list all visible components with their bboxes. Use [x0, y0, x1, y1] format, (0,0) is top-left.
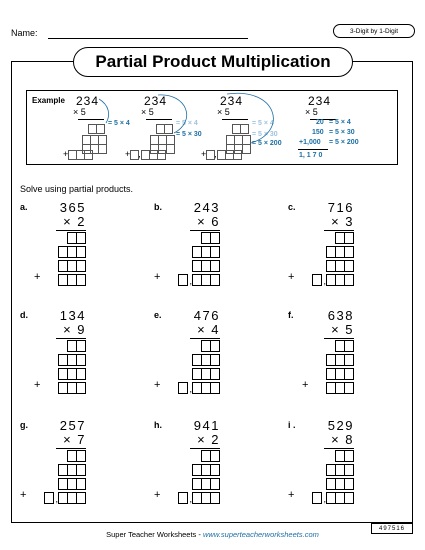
- problem-multiplier: × 7: [63, 432, 86, 447]
- example-result: 1, 1 7 0: [299, 152, 323, 159]
- problem-9: [288, 418, 408, 528]
- problem-rule: [56, 338, 86, 339]
- partial-row-1: [202, 450, 220, 462]
- problem-multiplier: × 2: [63, 214, 86, 229]
- example-step3-mult: × 5: [217, 107, 230, 117]
- answer-box[interactable]: [344, 478, 354, 490]
- answer-box[interactable]: [210, 260, 220, 272]
- comma: ,: [189, 384, 192, 394]
- example-step4-eq2: = 5 × 30: [329, 129, 355, 136]
- problem-3: [288, 200, 408, 310]
- answer-box[interactable]: [344, 382, 354, 394]
- partial-row-2: [193, 354, 220, 366]
- problem-multiplier: × 3: [331, 214, 354, 229]
- example-step4-eq1: = 5 × 4: [329, 119, 351, 126]
- problem-4: [20, 308, 140, 418]
- partial-row-2: [327, 246, 354, 258]
- partial-row-1: [336, 340, 354, 352]
- name-label: Name:: [11, 28, 38, 38]
- answer-box[interactable]: [76, 274, 86, 286]
- example-step1-top: 234: [76, 94, 100, 108]
- answer-box[interactable]: [76, 478, 86, 490]
- problem-rule: [324, 338, 354, 339]
- problem-7: [20, 418, 140, 528]
- answer-box[interactable]: [344, 232, 354, 244]
- answer-box[interactable]: [210, 382, 220, 394]
- problem-rule: [56, 448, 86, 449]
- partial-row-2: [59, 354, 86, 366]
- comma: ,: [55, 494, 58, 504]
- answer-box[interactable]: [344, 260, 354, 272]
- page-title: Partial Product Multiplication: [73, 47, 353, 77]
- sum-row: [59, 382, 86, 394]
- answer-box[interactable]: [76, 232, 86, 244]
- example-box: Example 234 × 5 = 5 × 4 + 234 × 5 = 5 × 4 = 5 × 30 + , 234 × 5 = 5 × 4 = 5 × 30 = 5 × 200 + , 234 × 5 20 = 5 × 4 150 = 5 × 30 +1,000 = 5 × 200 1, 1 7 0: [26, 90, 398, 165]
- problem-rule: [324, 230, 354, 231]
- example-step3-eq1: = 5 × 4: [252, 120, 274, 127]
- problem-label: i .: [288, 420, 296, 430]
- answer-box[interactable]: [76, 492, 86, 504]
- problem-top-number: 476: [193, 308, 220, 323]
- answer-box[interactable]: [210, 492, 220, 504]
- problem-multiplier: × 6: [197, 214, 220, 229]
- partial-row-1: [202, 232, 220, 244]
- footer-url[interactable]: www.superteacherworksheets.com: [202, 530, 319, 539]
- answer-box[interactable]: [178, 492, 188, 504]
- partial-row-3: [327, 478, 354, 490]
- answer-box[interactable]: [76, 450, 86, 462]
- partial-row-1: [336, 232, 354, 244]
- plus-sign: +: [288, 489, 295, 501]
- plus-sign: +: [20, 489, 27, 501]
- sum-row: [313, 492, 354, 504]
- problem-rule: [190, 448, 220, 449]
- partial-row-1: [68, 232, 86, 244]
- problem-top-number: 257: [59, 418, 86, 433]
- partial-row-3: [327, 368, 354, 380]
- partial-row-3: [59, 260, 86, 272]
- answer-box[interactable]: [76, 382, 86, 394]
- answer-box[interactable]: [76, 464, 86, 476]
- example-step4-top: 234: [308, 94, 332, 108]
- problem-rule: [190, 338, 220, 339]
- example-step3-eq2: = 5 × 30: [252, 131, 278, 138]
- example-step1-eq: = 5 × 4: [108, 120, 130, 127]
- answer-box[interactable]: [76, 368, 86, 380]
- answer-box[interactable]: [344, 464, 354, 476]
- problem-6: [288, 308, 408, 418]
- problem-top-number: 529: [327, 418, 354, 433]
- answer-box[interactable]: [344, 274, 354, 286]
- problem-label: e.: [154, 310, 162, 320]
- answer-box[interactable]: [312, 492, 322, 504]
- example-step4-eq3: = 5 × 200: [329, 139, 359, 146]
- answer-box[interactable]: [344, 354, 354, 366]
- problem-top-number: 134: [59, 308, 86, 323]
- partial-row-3: [327, 260, 354, 272]
- problem-multiplier: × 5: [331, 322, 354, 337]
- problem-label: c.: [288, 202, 296, 212]
- problem-8: [154, 418, 274, 528]
- footer-brand: Super Teacher Worksheets -: [106, 530, 203, 539]
- answer-box[interactable]: [344, 492, 354, 504]
- comma: ,: [189, 494, 192, 504]
- sum-row: [313, 274, 354, 286]
- answer-box[interactable]: [76, 246, 86, 258]
- example-step2-mult: × 5: [141, 107, 154, 117]
- plus-sign: +: [302, 379, 309, 391]
- answer-box[interactable]: [210, 464, 220, 476]
- partial-row-3: [193, 260, 220, 272]
- example-step3-top: 234: [220, 94, 244, 108]
- example-label: Example: [32, 96, 65, 105]
- partial-row-2: [59, 246, 86, 258]
- answer-box[interactable]: [76, 354, 86, 366]
- comma: ,: [323, 276, 326, 286]
- problem-multiplier: × 8: [331, 432, 354, 447]
- partial-row-3: [59, 478, 86, 490]
- answer-box[interactable]: [76, 260, 86, 272]
- sum-row: [179, 492, 220, 504]
- problem-2: [154, 200, 274, 310]
- instructions: Solve using partial products.: [20, 184, 134, 194]
- sum-row: [327, 382, 354, 394]
- problem-top-number: 365: [59, 200, 86, 215]
- problem-top-number: 716: [327, 200, 354, 215]
- worksheet-code: 497516: [371, 523, 413, 534]
- answer-box[interactable]: [344, 246, 354, 258]
- problem-label: b.: [154, 202, 162, 212]
- plus-sign: +: [288, 271, 295, 283]
- partial-row-3: [193, 368, 220, 380]
- example-p3a: 1: [303, 139, 307, 146]
- answer-box[interactable]: [210, 274, 220, 286]
- plus-sign: +: [154, 379, 161, 391]
- partial-row-2: [327, 464, 354, 476]
- plus-sign: +: [154, 489, 161, 501]
- problem-label: a.: [20, 202, 28, 212]
- example-step4-mult: × 5: [305, 107, 318, 117]
- partial-row-1: [202, 340, 220, 352]
- example-p2: 150: [312, 129, 324, 136]
- example-step1-mult: × 5: [73, 107, 86, 117]
- comma: ,: [189, 276, 192, 286]
- problem-top-number: 638: [327, 308, 354, 323]
- problem-rule: [324, 448, 354, 449]
- partial-row-1: [68, 450, 86, 462]
- problem-multiplier: × 4: [197, 322, 220, 337]
- answer-box[interactable]: [210, 368, 220, 380]
- example-step3-eq3: = 5 × 200: [252, 140, 282, 147]
- problem-rule: [190, 230, 220, 231]
- problem-top-number: 941: [193, 418, 220, 433]
- partial-row-1: [68, 340, 86, 352]
- problem-multiplier: × 2: [197, 432, 220, 447]
- comma: ,: [323, 494, 326, 504]
- answer-box[interactable]: [210, 354, 220, 366]
- answer-box[interactable]: [210, 340, 220, 352]
- problem-1: [20, 200, 140, 310]
- example-step2-eq1: = 5 × 4: [176, 120, 198, 127]
- answer-box[interactable]: [44, 492, 54, 504]
- answer-box[interactable]: [344, 450, 354, 462]
- answer-box[interactable]: [210, 450, 220, 462]
- problem-multiplier: × 9: [63, 322, 86, 337]
- example-arrows: [27, 91, 397, 164]
- problem-rule: [56, 230, 86, 231]
- partial-row-2: [327, 354, 354, 366]
- partial-row-2: [193, 246, 220, 258]
- answer-box[interactable]: [178, 274, 188, 286]
- sum-row: [179, 382, 220, 394]
- problem-label: h.: [154, 420, 162, 430]
- plus-sign: +: [34, 271, 41, 283]
- name-line[interactable]: [48, 38, 248, 39]
- partial-row-1: [336, 450, 354, 462]
- answer-box[interactable]: [344, 340, 354, 352]
- answer-box[interactable]: [210, 478, 220, 490]
- partial-row-3: [193, 478, 220, 490]
- answer-box[interactable]: [76, 340, 86, 352]
- footer: [0, 530, 425, 539]
- plus-sign: +: [34, 379, 41, 391]
- answer-box[interactable]: [178, 382, 188, 394]
- grade-tag: 3-Digit by 1-Digit: [333, 24, 415, 38]
- problem-label: f.: [288, 310, 294, 320]
- problem-label: d.: [20, 310, 28, 320]
- example-p1: 20: [316, 119, 324, 126]
- plus-sign: +: [154, 271, 161, 283]
- sum-row: [179, 274, 220, 286]
- answer-box[interactable]: [210, 246, 220, 258]
- partial-row-2: [193, 464, 220, 476]
- sum-row: [45, 492, 86, 504]
- answer-box[interactable]: [210, 232, 220, 244]
- partial-row-2: [59, 464, 86, 476]
- example-p3b: 000: [308, 139, 321, 146]
- example-step2-eq2: = 5 × 30: [176, 131, 202, 138]
- answer-box[interactable]: [344, 368, 354, 380]
- problem-5: [154, 308, 274, 418]
- problem-label: g.: [20, 420, 28, 430]
- sum-row: [59, 274, 86, 286]
- problem-top-number: 243: [193, 200, 220, 215]
- partial-row-3: [59, 368, 86, 380]
- answer-box[interactable]: [312, 274, 322, 286]
- example-step2-top: 234: [144, 94, 168, 108]
